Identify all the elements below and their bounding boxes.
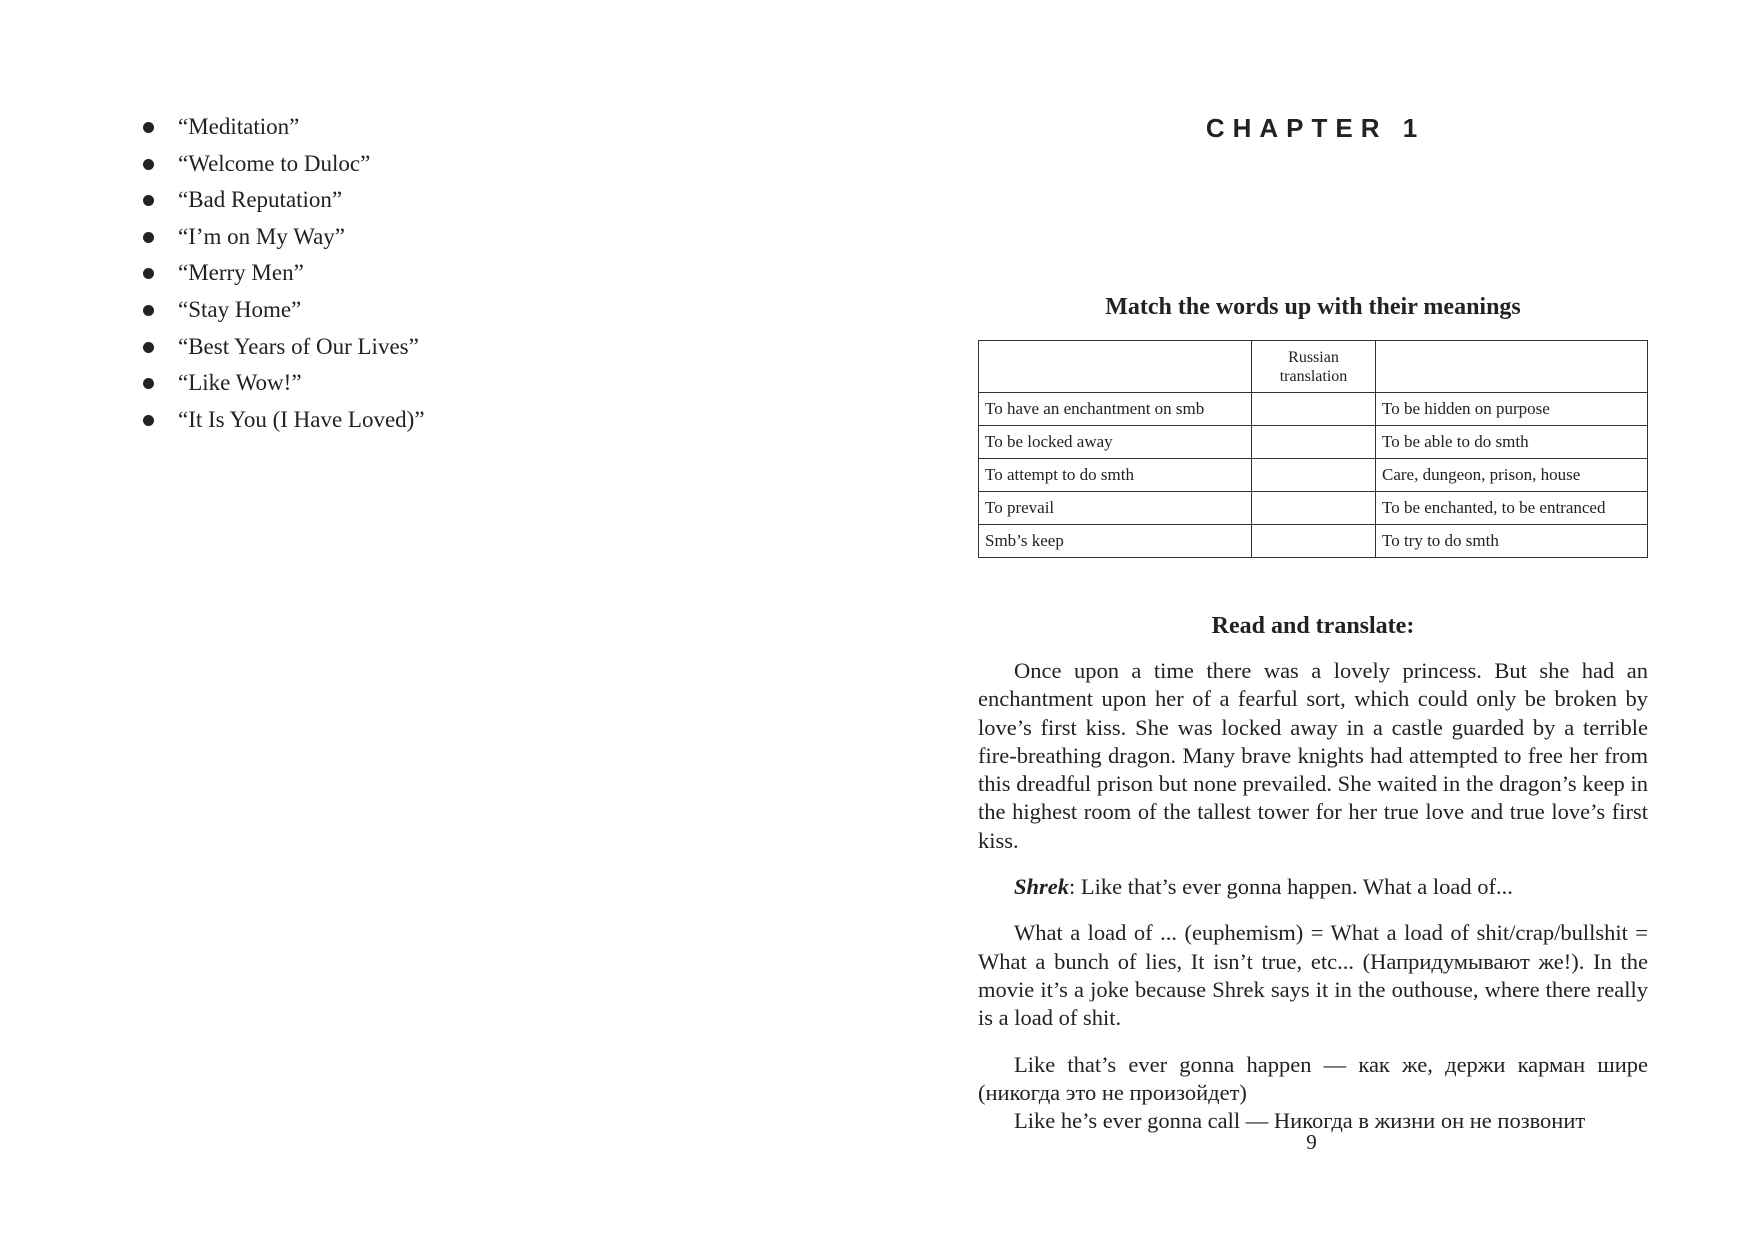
list-item [140, 332, 425, 369]
song-title: “Stay Home” [178, 296, 302, 322]
bullet-icon [143, 268, 154, 279]
table-cell [1252, 525, 1376, 558]
table-header-row [979, 341, 1648, 393]
table-row [979, 393, 1648, 426]
list-item [140, 258, 425, 295]
song-title: “Meditation” [178, 114, 300, 139]
table-cell: To attempt to do smth [979, 459, 1252, 492]
song-title: “It Is You (I Have Loved)” [178, 406, 425, 432]
example-paragraph: Like that’s ever gonna happen — как же, держи карман шире (никогда это не произойдет) [978, 1051, 1648, 1105]
song-title: “Like Wow!” [178, 370, 302, 396]
bullet-icon [143, 159, 154, 170]
table-cell [1252, 492, 1376, 525]
table-row [979, 459, 1648, 492]
table-cell: To be locked away [979, 426, 1252, 459]
list-item [140, 149, 425, 186]
table-cell [1252, 426, 1376, 459]
bullet-icon [143, 305, 154, 316]
bullet-icon [143, 415, 154, 426]
speaker-name: Shrek [1014, 874, 1070, 900]
table-cell: Smb’s keep [979, 525, 1252, 558]
table-cell: To have an enchantment on smb [979, 393, 1252, 426]
table-header-cell [1376, 341, 1648, 393]
table-cell: To be able to do smth [1376, 426, 1648, 459]
vocabulary-table [978, 340, 1648, 558]
list-item [140, 405, 425, 442]
table-row [979, 426, 1648, 459]
table-cell: To be hidden on purpose [1376, 393, 1648, 426]
song-title: “Merry Men” [178, 260, 304, 286]
explanation-paragraph: What a load of ... (euphemism) = What a load of shit/crap/bullshit = What a bunch of lies, It isn’t true, etc... (Напридумывают же!). In the movie it’s a joke because Shrek says it in the outhouse, where there really is a load of shit. [978, 920, 1648, 1031]
speaker-line: : Like that’s ever gonna happen. What a load of... [1069, 874, 1513, 900]
table-header-cell [979, 341, 1252, 393]
bullet-icon [143, 195, 154, 206]
list-item [140, 185, 425, 222]
bullet-icon [143, 342, 154, 353]
table-cell: To try to do smth [1376, 525, 1648, 558]
read-heading: Read and translate: [1211, 613, 1415, 639]
table-cell: To be enchanted, to be entranced [1376, 492, 1648, 525]
table-cell: Care, dungeon, prison, house [1376, 459, 1648, 492]
left-page [0, 0, 874, 1241]
list-item [140, 295, 425, 332]
table-cell [1252, 393, 1376, 426]
bullet-icon [143, 232, 154, 243]
bullet-icon [143, 378, 154, 389]
song-title: “Welcome to Duloc” [178, 150, 371, 176]
right-page [874, 0, 1749, 1241]
page-number: 9 [1306, 1130, 1317, 1154]
list-item [140, 222, 425, 259]
song-list [140, 112, 425, 441]
list-item [140, 112, 425, 149]
table-row [979, 525, 1648, 558]
story-paragraph: Once upon a time there was a lovely princess. But she had an enchantment upon her of a fearful sort, which could only be broken by love’s first kiss. She was locked away in a castle guarded by a terrible fire-breathing dragon. Many brave knights had attempted to free her from this dreadful prison but none prevailed. She waited in the dragon’s keep in the highest room of the tallest tower for her true love and true love’s first kiss. [978, 658, 1648, 853]
song-title: “I’m on My Way” [178, 223, 345, 249]
song-title: “Best Years of Our Lives” [178, 333, 419, 359]
list-item [140, 368, 425, 405]
example-paragraph: Like he’s ever gonna call — Никогда в жизни он не позвонит [1014, 1108, 1586, 1134]
match-heading: Match the words up with their meanings [1105, 294, 1521, 320]
chapter-title: CHAPTER 1 [1205, 113, 1426, 143]
table-cell: To prevail [979, 492, 1252, 525]
table-header-cell: Russian translation [1252, 341, 1376, 393]
reading-text [978, 657, 1648, 1135]
table-row [979, 492, 1648, 525]
table-cell [1252, 459, 1376, 492]
song-title: “Bad Reputation” [178, 187, 343, 213]
bullet-icon [143, 122, 154, 133]
dialogue-line [978, 873, 1648, 901]
